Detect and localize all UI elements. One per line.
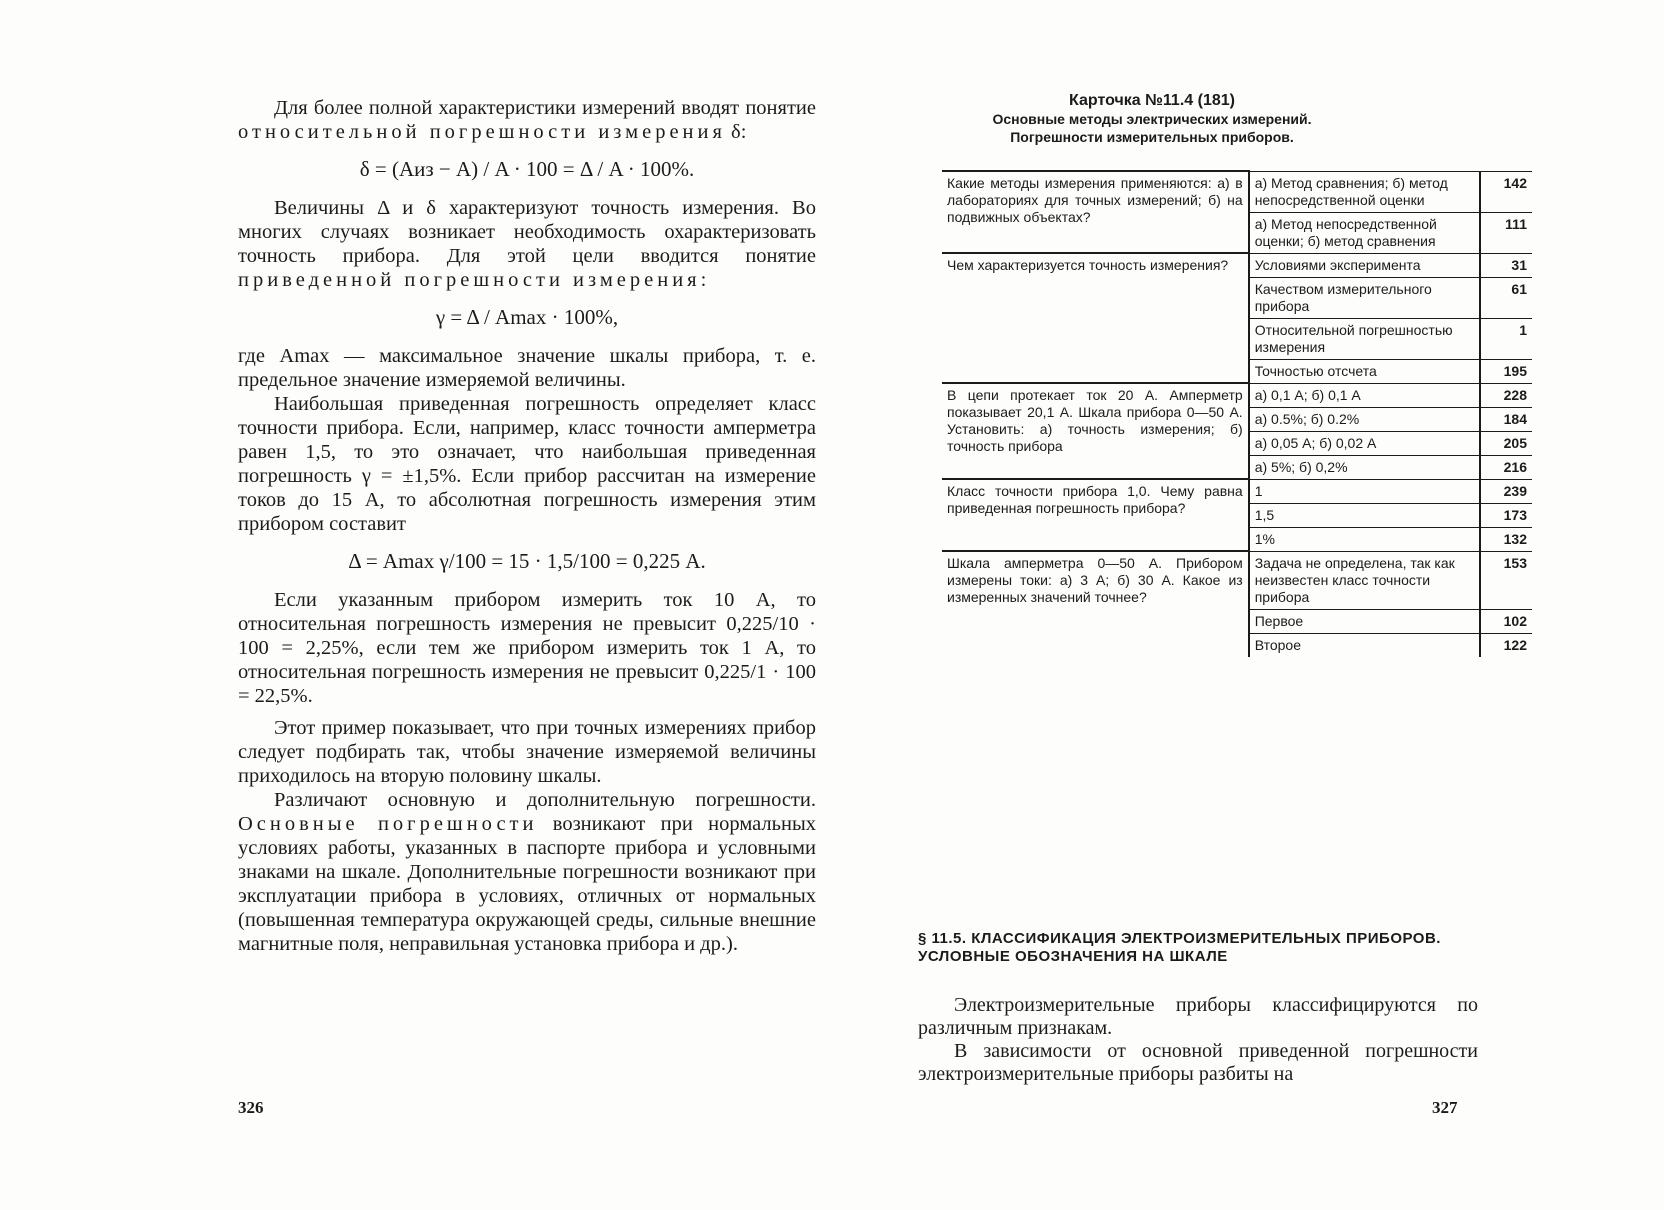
card-header (932, 92, 1372, 146)
card-title: Карточка №11.4 (181) (1069, 92, 1235, 109)
card-subtitle-errors: Погрешности измерительных приборов. (1010, 129, 1294, 145)
term-reduced-error: приведенной погрешности измерения (238, 269, 701, 291)
paragraph-main-additional-errors: Различают основную и дополнительную погрешности. Основные погрешности возникают при нормальных условиях работы, указанных в паспорте прибора и условными знаками на шкале. Дополнительные погрешности возникают при эксплуатации прибора в условиях, отличных от нормальных (повышенная температура окружающей среды, сильные внешние магнитные поля, неправильная установка прибора и др.). (238, 789, 817, 955)
answer-option[interactable]: 1% (1249, 527, 1480, 551)
paragraph-reduced-error: Величины Δ и δ характеризуют точность измерения. Во многих случаях возникает необходимость охарактеризовать точность прибора. Для этой цели вводится понятие приведенной погрешности измерения: (238, 197, 816, 291)
paragraph-accuracy-class: Наибольшая приведенная погрешность определяет класс точности прибора. Если, например, класс точности амперметра равен 1,5, то это означает, что наибольшая приведенная погрешность γ = ±1,5%. Если прибор рассчитан на измерение токов до 15 А, то абсолютная погрешность измерения этим прибором составит (238, 393, 816, 535)
answer-option[interactable]: а) Метод сравнения; б) метод непосредственной оценки (1249, 171, 1480, 212)
answer-option[interactable]: Второе (1249, 633, 1480, 657)
paragraph-error-groups: В зависимости от основной приведенной погрешности электроизмерительные приборы разбиты на (918, 1040, 1478, 1085)
answer-option[interactable]: Задача не определена, так как неизвестен класс точности прибора (1249, 551, 1480, 609)
answer-option[interactable]: а) Метод непосредственной оценки; б) метод сравнения (1249, 212, 1480, 253)
paragraph-classification: Электроизмерительные приборы классифицируются по различным признакам. (918, 994, 1478, 1039)
answer-option[interactable]: Качеством измерительного прибора (1249, 277, 1480, 318)
page-number-left: 326 (238, 1098, 264, 1117)
answer-code: 153 (1480, 551, 1532, 609)
paragraph-example: Если указанным прибором измерить ток 10 А, то относительная погрешность измерения не превысит 0,225/10 · 100 = 2,25%, если тем же прибором измерить ток 1 А, то относительная погрешность измерения не превысит 0,225/1 · 100 = 22,5%. (238, 589, 816, 707)
right-page (832, 0, 1664, 1210)
question-accuracy: Чем характеризуется точность измерения? (942, 253, 1249, 383)
left-text-column (238, 96, 816, 956)
answer-code: 61 (1480, 277, 1532, 318)
answer-option[interactable]: а) 0.5%; б) 0.2% (1249, 407, 1480, 431)
card-table (942, 170, 1532, 657)
right-text-column (918, 994, 1478, 1086)
term-main-errors: Основные погрешности (238, 813, 538, 835)
paragraph-conclusion: Этот пример показывает, что при точных измерениях прибор следует подбирать так, чтобы значение измеряемой величины приходилось на вторую половину шкалы. (238, 717, 816, 787)
answer-code: 216 (1480, 455, 1532, 479)
page-number-right: 327 (1432, 1098, 1458, 1117)
answer-code: 173 (1480, 503, 1532, 527)
question-ammeter-scale: Шкала амперметра 0—50 А. Прибором измерены токи: а) 3 А; б) 30 А. Какое из измеренных значений точнее? (942, 551, 1249, 657)
table-row (942, 479, 1532, 503)
answer-option[interactable]: а) 0,05 А; б) 0,02 А (1249, 431, 1480, 455)
answer-option[interactable]: Относительной погрешностью измерения (1249, 318, 1480, 359)
formula-absolute-error: Δ = Amax γ/100 = 15 · 1,5/100 = 0,225 А. (348, 549, 706, 573)
answer-option[interactable]: 1 (1249, 479, 1480, 503)
answer-code: 132 (1480, 527, 1532, 551)
question-current-circuit: В цепи протекает ток 20 А. Амперметр показывает 20,1 А. Шкала прибора 0—50 А. Установить: а) точность измерения; б) точность прибора (942, 383, 1249, 479)
answer-option[interactable]: а) 5%; б) 0,2% (1249, 455, 1480, 479)
answer-option[interactable]: Условиями эксперимента (1249, 253, 1480, 277)
table-row (942, 551, 1532, 609)
answer-code: 102 (1480, 609, 1532, 633)
table-row (942, 253, 1532, 277)
answer-code: 111 (1480, 212, 1532, 253)
answer-code: 1 (1480, 318, 1532, 359)
table-row (942, 171, 1532, 212)
paragraph-relative-error: Для более полной характеристики измерений вводят понятие относительной погрешности измерения δ: (238, 97, 816, 143)
answer-option[interactable]: а) 0,1 А; б) 0,1 А (1249, 383, 1480, 407)
answer-code: 31 (1480, 253, 1532, 277)
answer-option[interactable]: Точностью отсчета (1249, 359, 1480, 383)
answer-code: 122 (1480, 633, 1532, 657)
answer-code: 195 (1480, 359, 1532, 383)
answer-code: 205 (1480, 431, 1532, 455)
paragraph-amax-definition: где Amax — максимальное значение шкалы прибора, т. е. предельное значение измеряемой величины. (238, 345, 816, 391)
question-accuracy-class: Класс точности прибора 1,0. Чему равна приведенная погрешность прибора? (942, 479, 1249, 551)
formula-reduced-error: γ = Δ / Amax · 100%, (435, 305, 619, 329)
card-subtitle-methods: Основные методы электрических измерений. (992, 111, 1312, 127)
answer-code: 142 (1480, 171, 1532, 212)
term-relative-error: относительной погрешности измерения (238, 121, 726, 143)
answer-code: 239 (1480, 479, 1532, 503)
answer-code: 184 (1480, 407, 1532, 431)
answer-option[interactable]: Первое (1249, 609, 1480, 633)
answer-option[interactable]: 1,5 (1249, 503, 1480, 527)
question-methods: Какие методы измерения применяются: а) в лабораториях для точных измерений; б) на подвижных объектах? (942, 171, 1249, 253)
section-heading: § 11.5. КЛАССИФИКАЦИЯ ЭЛЕКТРОИЗМЕРИТЕЛЬНЫХ ПРИБОРОВ. УСЛОВНЫЕ ОБОЗНАЧЕНИЯ НА ШКАЛЕ (918, 930, 1441, 965)
formula-relative-error: δ = (Aиз − A) / A · 100 = Δ / A · 100%. (359, 157, 695, 181)
answer-code: 228 (1480, 383, 1532, 407)
table-row (942, 383, 1532, 407)
